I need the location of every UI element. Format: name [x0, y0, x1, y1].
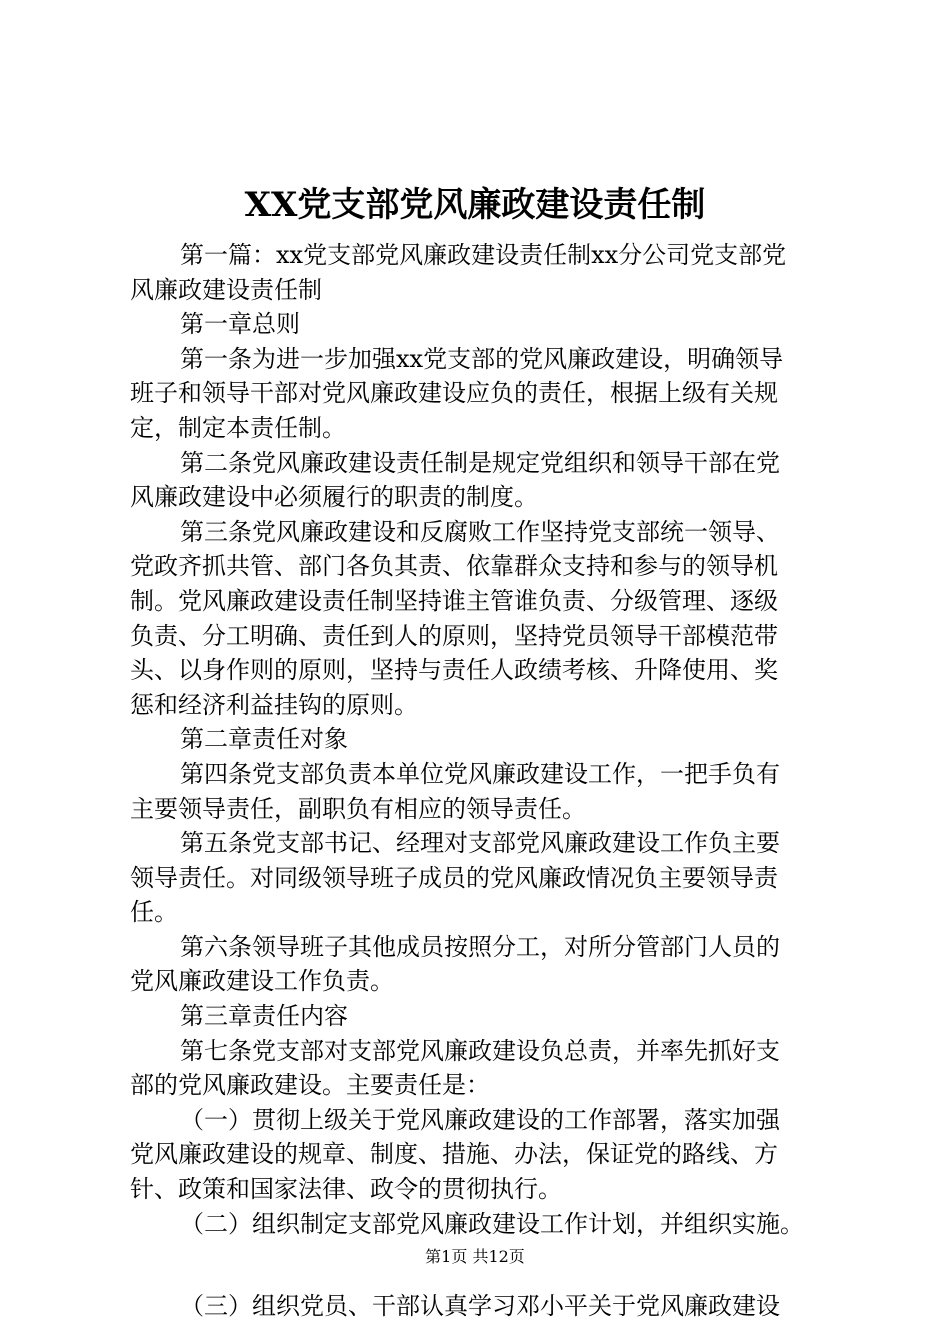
paragraph-line: （一）贯彻上级关于党风廉政建设的工作部署，落实加强 — [180, 1105, 780, 1134]
chapter-heading: 第一章总则 — [180, 310, 300, 339]
paragraph-line: 制。党风廉政建设责任制坚持谁主管谁负责、分级管理、逐级 — [130, 586, 778, 615]
paragraph-line: （二）组织制定支部党风廉政建设工作计划，并组织实施。 — [180, 1209, 804, 1238]
document-body — [130, 238, 835, 1324]
paragraph-line: 负责、分工明确、责任到人的原则，坚持党员领导干部模范带 — [130, 621, 778, 650]
paragraph-line: 定，制定本责任制。 — [130, 413, 346, 442]
paragraph-line: 第一篇：xx党支部党风廉政建设责任制xx分公司党支部党 — [180, 241, 787, 269]
chapter-heading: 第二章责任对象 — [180, 725, 348, 754]
paragraph-line: 党风廉政建设工作负责。 — [130, 967, 394, 996]
paragraph-line: （三）组织党员、干部认真学习邓小平关于党风廉政建设 — [180, 1292, 780, 1321]
paragraph-line: 班子和领导干部对党风廉政建设应负的责任，根据上级有关规 — [130, 379, 778, 408]
paragraph-line: 第五条党支部书记、经理对支部党风廉政建设工作负主要 — [180, 829, 780, 858]
paragraph-line: 党政齐抓共管、部门各负其责、依靠群众支持和参与的领导机 — [130, 552, 778, 581]
paragraph-line: 风廉政建设责任制 — [130, 275, 322, 304]
paragraph-line: 任。 — [130, 898, 178, 927]
paragraph-line: 主要领导责任，副职负有相应的领导责任。 — [130, 794, 586, 823]
paragraph-line: 第二条党风廉政建设责任制是规定党组织和领导干部在党 — [180, 448, 780, 477]
paragraph-line: 部的党风廉政建设。主要责任是： — [130, 1071, 490, 1100]
paragraph-line: 风廉政建设中必须履行的职责的制度。 — [130, 483, 538, 512]
paragraph-line: 第七条党支部对支部党风廉政建设负总责，并率先抓好支 — [180, 1036, 780, 1065]
chapter-heading: 第三章责任内容 — [180, 1002, 348, 1031]
paragraph-line: 领导责任。对同级领导班子成员的党风廉政情况负主要领导责 — [130, 863, 778, 892]
paragraph-line: 党风廉政建设的规章、制度、措施、办法，保证党的路线、方 — [130, 1140, 778, 1169]
paragraph-line: 第四条党支部负责本单位党风廉政建设工作，一把手负有 — [180, 759, 780, 788]
paragraph-line: 第三条党风廉政建设和反腐败工作坚持党支部统一领导、 — [180, 517, 780, 546]
paragraph-line: 针、政策和国家法律、政令的贯彻执行。 — [130, 1175, 562, 1204]
paragraph-line: 头、以身作则的原则，坚持与责任人政绩考核、升降使用、奖 — [130, 656, 778, 685]
document-title: XX党支部党风廉政建设责任制 — [244, 185, 706, 225]
paragraph-line: 第六条领导班子其他成员按照分工，对所分管部门人员的 — [180, 932, 780, 961]
paragraph-line: 惩和经济利益挂钩的原则。 — [130, 690, 418, 719]
page-number-footer: 第1页 共12页 — [425, 1247, 525, 1266]
paragraph-line: 第一条为进一步加强xx党支部的党风廉政建设，明确领导 — [180, 344, 784, 373]
